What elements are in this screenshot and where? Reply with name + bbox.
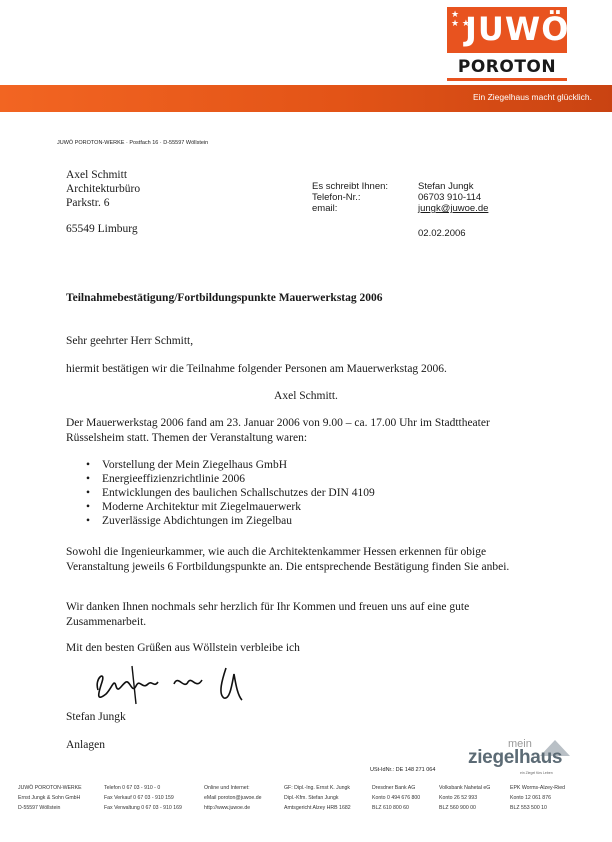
footer-line: Dipl.-Kfm. Stefan Jungk <box>284 795 339 801</box>
footer-line: D-55597 Wöllstein <box>18 805 61 811</box>
list-item: • Energieeffizienzrichtlinie 2006 <box>86 472 375 486</box>
writer-label: Es schreibt Ihnen: <box>312 181 389 192</box>
list-item: • Entwicklungen des baulichen Schallschutzes der DIN 4109 <box>86 486 375 500</box>
footer-line: Ernst Jungk & Sohn GmbH <box>18 795 81 801</box>
footer-line: Volksbank Nahetal eG <box>439 785 491 791</box>
recipient-street: Parkstr. 6 <box>66 197 110 209</box>
handwritten-signature <box>92 660 252 705</box>
footer-line: BLZ 610 800 60 <box>372 805 409 811</box>
logo-tagline: ein Ziegel fürs Leben <box>520 771 553 775</box>
letter-date: 02.02.2006 <box>418 228 466 239</box>
footer-line: Dresdner Bank AG <box>372 785 416 791</box>
juwo-logo-badge <box>447 7 570 53</box>
signer-name: Stefan Jungk <box>66 711 126 723</box>
recipient-address <box>66 168 140 210</box>
footer-line: Telefon 0 67 03 - 910 - 0 <box>104 785 161 791</box>
footer-line: Amtsgericht Alzey HRB 1682 <box>284 805 351 811</box>
footer-line: EPK Worms-Alzey-Ried <box>510 785 565 791</box>
phone-label: Telefon-Nr.: <box>312 192 361 203</box>
logo-underline <box>447 78 567 81</box>
recipient-city: 65549 Limburg <box>66 223 138 235</box>
email-label: email: <box>312 203 338 214</box>
closing-line: Mit den besten Grüßen aus Wöllstein verbleibe ich <box>66 642 300 654</box>
salutation: Sehr geehrter Herr Schmitt, <box>66 335 194 347</box>
recipient-company: Architekturbüro <box>66 183 141 195</box>
footer-line: Online und Internet: <box>204 785 250 791</box>
list-item: • Zuverlässige Abdichtungen im Ziegelbau <box>86 514 375 528</box>
list-item: • Moderne Architektur mit Ziegelmauerwerk <box>86 500 375 514</box>
footer-line: Konto 0 494 676 800 <box>372 795 421 801</box>
letter-subject: Teilnahmebestätigung/Fortbildungspunkte Mauerwerkstag 2006 <box>66 292 383 304</box>
footer-management <box>284 783 351 813</box>
footer-line: Konto 12 061 876 <box>510 795 551 801</box>
footer-line: Fax Verwaltung 0 67 03 - 910 169 <box>104 805 182 811</box>
header-band <box>0 85 612 112</box>
footer-phones <box>104 783 182 813</box>
footer-line: Fax Verkauf 0 67 03 - 910 159 <box>104 795 174 801</box>
slogan: Ein Ziegelhaus macht glücklich. <box>472 92 592 102</box>
footer-line: BLZ 553 500 10 <box>510 805 547 811</box>
logo-juwo-text: JUWÖ <box>465 10 570 48</box>
intro-paragraph: hiermit bestätigen wir die Teilnahme folgender Personen am Mauerwerkstag 2006. <box>66 363 447 375</box>
footer-line: BLZ 560 900 00 <box>439 805 476 811</box>
footer-bank-epk <box>510 783 565 813</box>
footer-line: GF: Dipl.-Ing. Ernst K. Jungk <box>284 785 351 791</box>
list-item: • Vorstellung der Mein Ziegelhaus GmbH <box>86 458 375 472</box>
sender-return-address: JUWÖ POROTON-WERKE · Postfach 16 · D-55597 Wöllstein <box>57 140 209 146</box>
logo-ziegelhaus-text: ziegelhaus <box>468 747 563 768</box>
enclosures-note: Anlagen <box>66 739 105 751</box>
logo-mein-text: mein <box>508 738 532 750</box>
topics-list <box>86 458 375 528</box>
footer-bank-volksbank <box>439 783 490 813</box>
footer-line: JUWÖ POROTON-WERKE <box>18 785 82 791</box>
logo-poroton-text: POROTON <box>457 57 557 77</box>
star-icon: ★ ★ ★ <box>451 10 470 29</box>
footer-line: Konto 26 52 993 <box>439 795 478 801</box>
email-link[interactable]: jungk@juwoe.de <box>418 203 489 214</box>
footer-online <box>204 783 261 813</box>
footer-bank-dresdner <box>372 783 420 813</box>
footer-website-link[interactable]: http://www.juwoe.de <box>204 805 251 811</box>
vat-id: USt-IdNr.: DE 148 271 064 <box>370 767 436 773</box>
recipient-name: Axel Schmitt <box>66 169 128 181</box>
participant-name: Axel Schmitt. <box>274 390 338 402</box>
phone-number: 06703 910-114 <box>418 192 482 203</box>
event-paragraph: Der Mauerwerkstag 2006 fand am 23. Januar 2006 von 9.00 – ca. 17.00 Uhr im Stadttheater Rüsselsheim statt. Themen der Veranstaltung waren: <box>66 417 490 444</box>
credits-paragraph: Sowohl die Ingenieurkammer, wie auch die Architektenkammer Hessen erkennen für obige Veranstaltung jeweils 6 Fortbildungspunkte an. Die entsprechende Bestätigung finden Sie anbei. <box>66 546 510 573</box>
mein-ziegelhaus-logo <box>468 738 570 778</box>
footer-email-link[interactable]: eMail poroton@juwoe.de <box>204 795 262 801</box>
writer-name: Stefan Jungk <box>418 181 474 192</box>
thanks-paragraph: Wir danken Ihnen nochmals sehr herzlich für Ihr Kommen und freuen uns auf eine gute Zusammenarbeit. <box>66 601 470 628</box>
juwo-poroton-logo <box>447 7 570 80</box>
footer-company <box>18 783 82 813</box>
